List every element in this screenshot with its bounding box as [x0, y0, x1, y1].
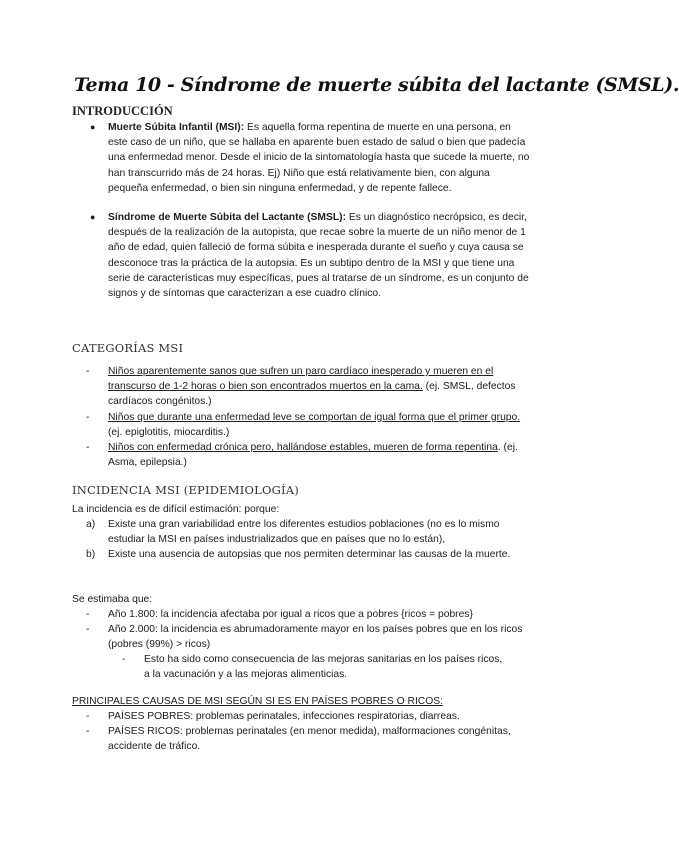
- bullet-icon: ●: [90, 122, 96, 132]
- reason-text: Existe una ausencia de autopsias que nos permiten determinar las causas de la muerte.: [108, 549, 511, 561]
- intro-list: [90, 120, 530, 301]
- cause-text: PAÍSES POBRES: problemas perinatales, infecciones respiratorias, diarreas.: [108, 711, 460, 722]
- incidencia-reasons: [86, 517, 532, 563]
- category-text: Niños con enfermedad crónica pero, hallándose estables, mueren de forma repentina: [108, 442, 498, 454]
- definition: Es un diagnóstico necrópsico, es decir, después de la realización de la autopista, que recae sobre la muerte de un niño menor de 1 año de edad, quien falleció de forma súbita e inesperada durante el sueño y cuya causa se desconoce tras la práctica de la autopsia. Es un subtipo dentro de la MSI y que tiene una serie de características muy específicas, pues al tratarse de un síndrome, es un conjunto de signos y de síntomas que caracterizan a ese cuadro clínico.: [108, 212, 529, 300]
- category-example: . (ej. Asma, epilepsia.): [108, 442, 518, 469]
- term: Síndrome de Muerte Súbita del Lactante (SMSL):: [108, 212, 346, 224]
- list-item: [86, 547, 532, 562]
- sub-list: [122, 652, 510, 682]
- year-text: Año 1.800: la incidencia afectaba por igual a ricos que a pobres {ricos = pobres}: [108, 609, 473, 620]
- years-list: [86, 607, 532, 653]
- dash-marker: -: [86, 726, 90, 738]
- section-heading-categorias: CATEGORÍAS MSI: [72, 341, 184, 355]
- dash-marker: -: [86, 624, 90, 636]
- dash-marker: -: [86, 366, 90, 377]
- dash-marker: -: [86, 711, 90, 722]
- dash-marker: -: [86, 442, 90, 454]
- list-item: [86, 440, 532, 470]
- list-item: [86, 622, 532, 652]
- list-item: [122, 652, 510, 682]
- term: Muerte Súbita Infantil (MSI):: [108, 122, 245, 133]
- definition: Es aquella forma repentina de muerte en una persona, en este caso de un niño, que se hallaba en aparente buen estado de salud o bien que padecía una enfermedad menor. Desde el inicio de la sintomatología hasta que sucede la muerte, no han transcurrido más de 24 horas. Ej) Niño que está relativamente bien, con alguna pequeña enfermedad, o bien sin ninguna enfermedad, y de repente fallece.: [108, 122, 530, 194]
- categorias-list: [86, 364, 532, 470]
- list-item: [86, 607, 532, 622]
- sub-text: Esto ha sido como consecuencia de las mejoras sanitarias en los países ricos, a la vacunación y a las mejoras alimenticias.: [144, 654, 503, 681]
- page-title: Tema 10 - Síndrome de muerte súbita del lactante (SMSL).: [74, 74, 679, 96]
- list-item: [86, 410, 532, 440]
- dash-marker: -: [86, 411, 90, 423]
- year-text: Año 2.000: la incidencia es abrumadoramente mayor en los países pobres que en los ricos (pobres (99%) > ricos): [108, 624, 523, 651]
- section-heading-causas: PRINCIPALES CAUSAS DE MSI SEGÚN SI ES EN PAÍSES POBRES O RICOS:: [72, 696, 443, 707]
- cause-text: PAÍSES RICOS: problemas perinatales (en menor medida), malformaciones congénitas, accidente de tráfico.: [108, 726, 511, 753]
- category-example: (ej. epiglotitis, miocarditis.): [108, 426, 230, 438]
- category-example: (ej. SMSL, defectos cardíacos congénitos.): [108, 381, 516, 408]
- section-heading-incidencia: INCIDENCIA MSI (EPIDEMIOLOGÍA): [72, 483, 299, 497]
- list-item: [90, 210, 530, 301]
- bullet-icon: ●: [90, 212, 96, 223]
- incidencia-intro: La incidencia es de difícil estimación: porque:: [72, 504, 280, 515]
- category-text: Niños que durante una enfermedad leve se comportan de igual forma que el primer grupo.: [108, 411, 521, 423]
- list-marker: a): [86, 519, 96, 530]
- list-item: [86, 517, 532, 547]
- section-heading-introduccion: INTRODUCCIÓN: [72, 104, 173, 118]
- causas-list: [86, 709, 532, 755]
- list-item: [86, 709, 532, 724]
- category-text: Niños aparentemente sanos que sufren un paro cardíaco inesperado y mueren en el transcurso de 1-2 horas o bien son encontrados muertos en la cama.: [108, 366, 494, 393]
- list-item: [86, 724, 532, 754]
- estimaba-text: Se estimaba que:: [72, 594, 153, 605]
- reason-text: Existe una gran variabilidad entre los diferentes estudios poblaciones (no es lo mismo estudiar la MSI en países industrializados que en países que no lo están),: [108, 519, 500, 546]
- list-marker: b): [86, 549, 96, 561]
- dash-marker: -: [86, 609, 90, 620]
- dash-marker: -: [122, 654, 126, 665]
- list-item: [86, 364, 532, 410]
- list-item: [90, 120, 530, 196]
